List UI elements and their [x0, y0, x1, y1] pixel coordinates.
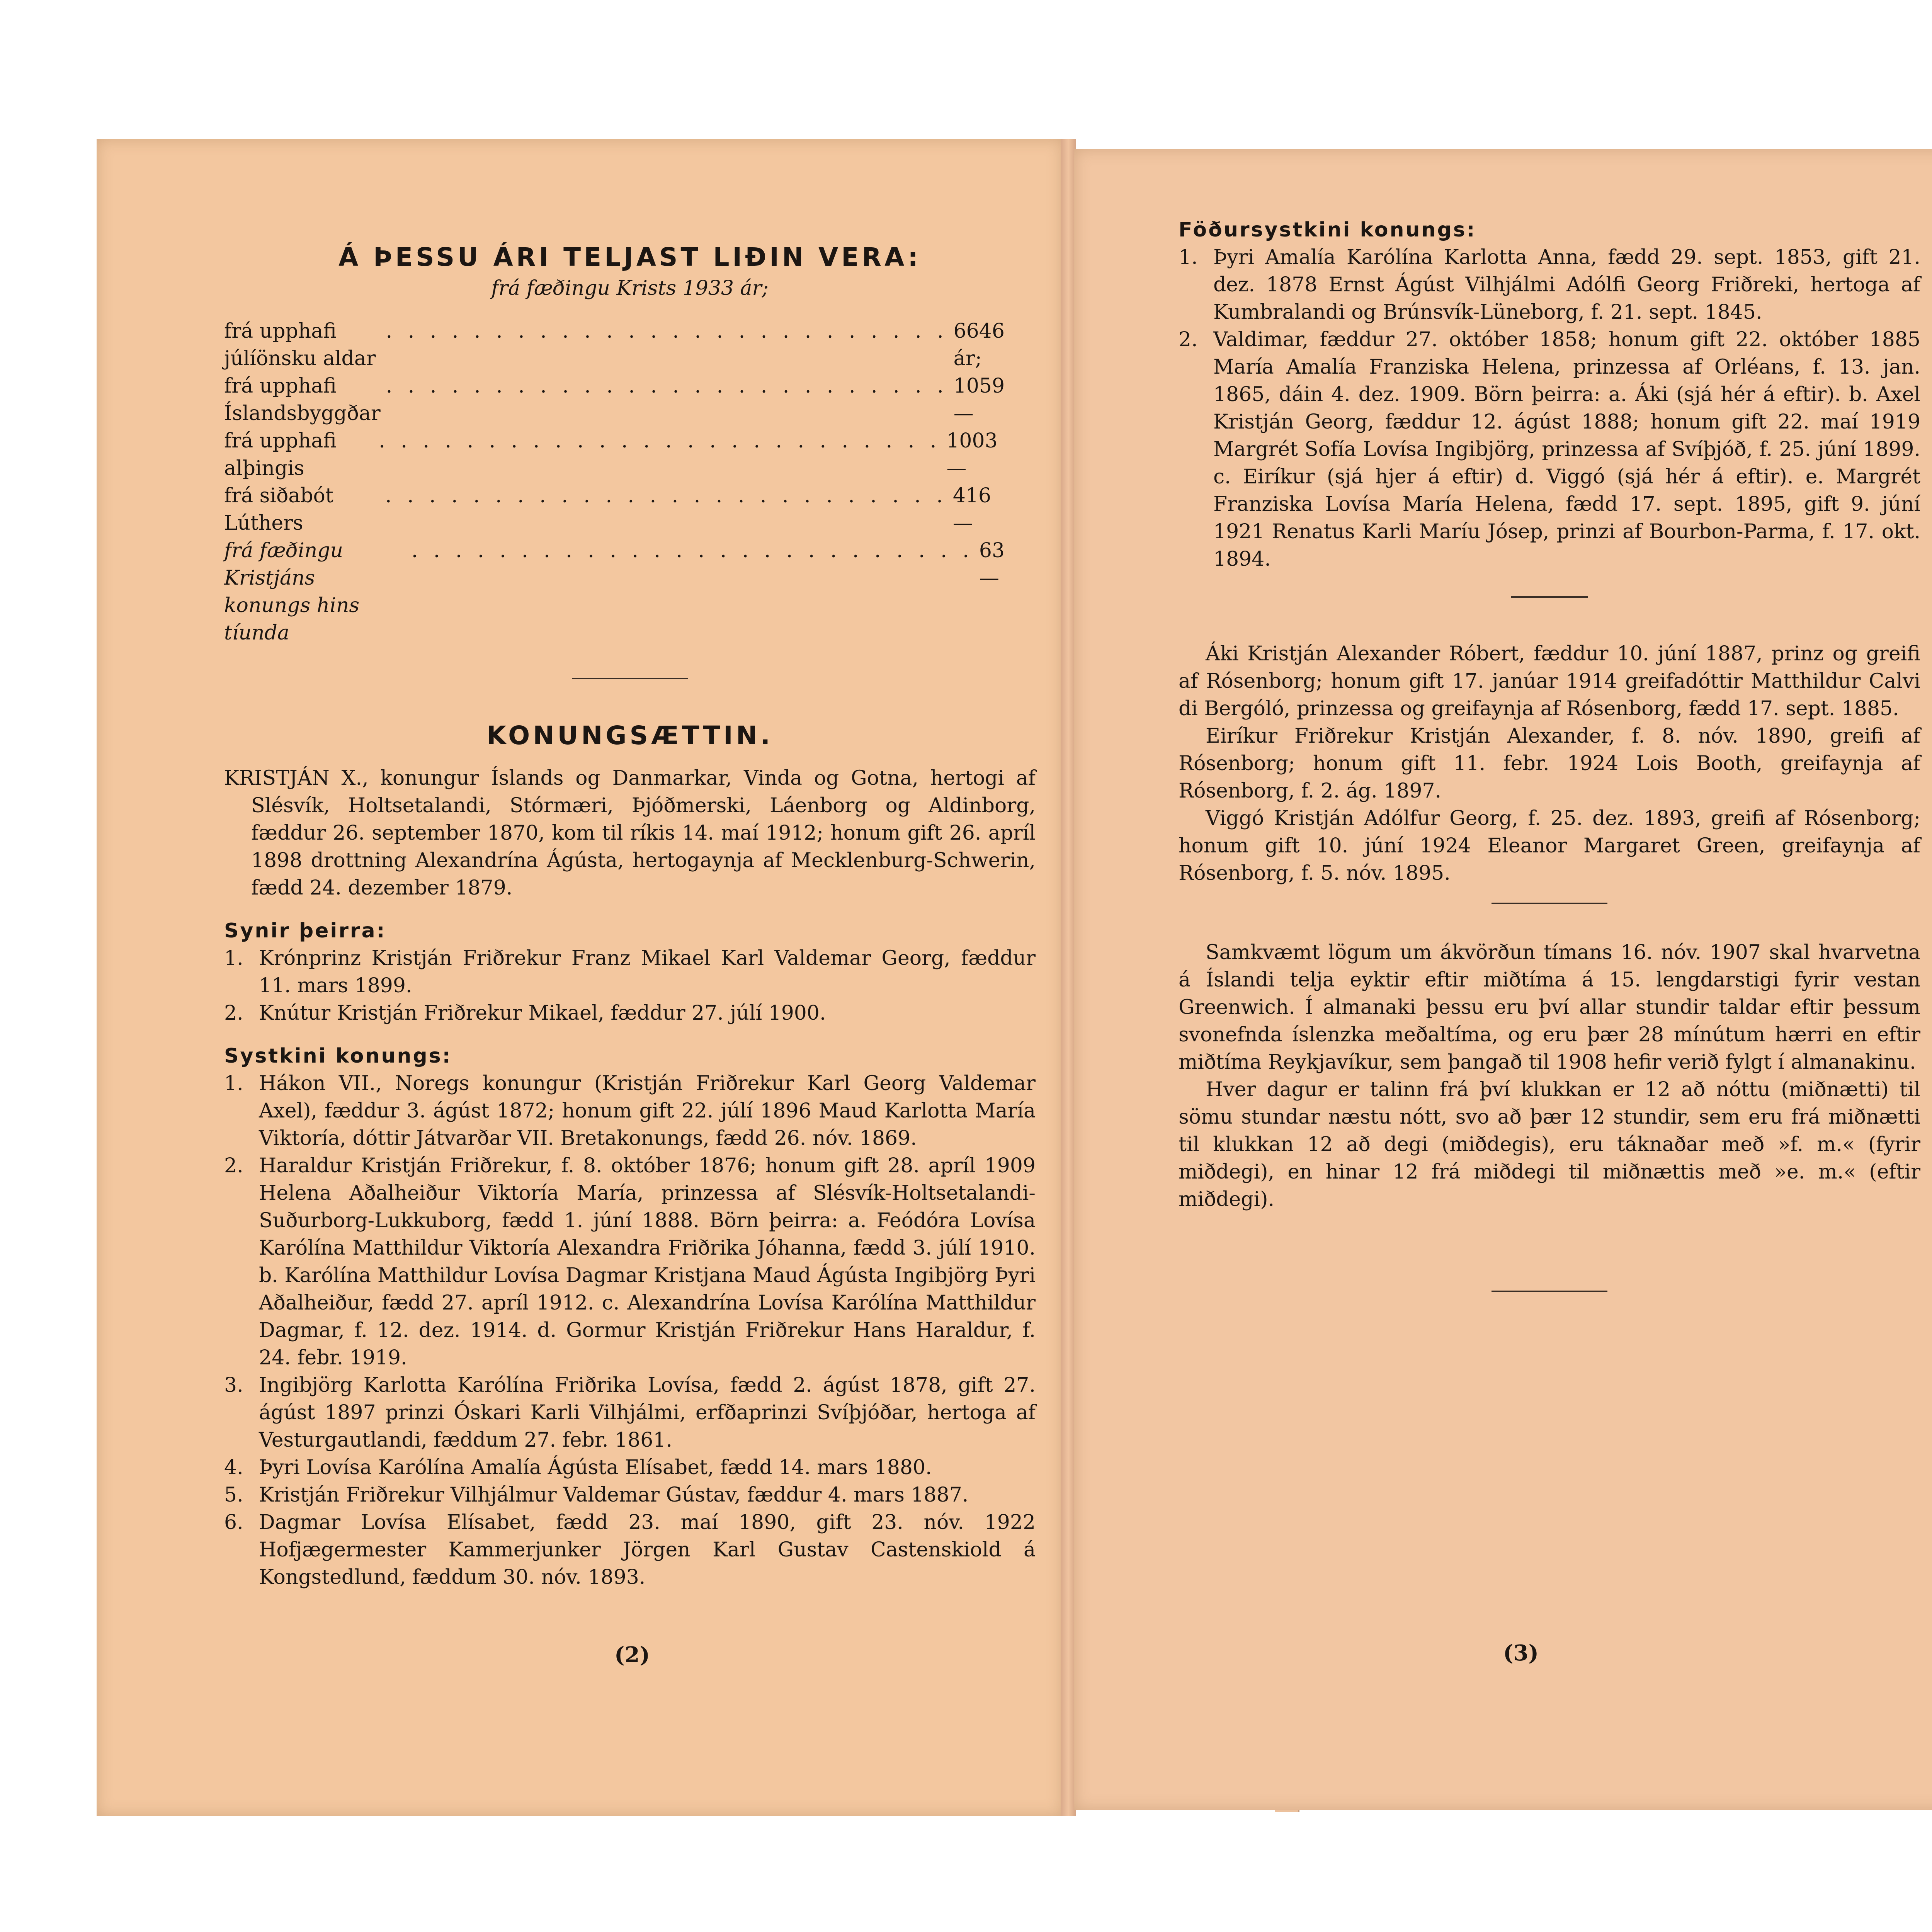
list-item: 2. Knútur Kristján Friðrekur Mikael, fæddur 27. júlí 1900.	[224, 1002, 826, 1025]
divider	[1511, 596, 1588, 598]
list-item: 3. Ingibjörg Karlotta Karólína Friðrika Lovísa, fædd 2. ágúst 1878, gift 27. ágúst 1897 prinzi Óskari Karli Vilhjálmi, erfðaprinzi Svíþjóðar, hertoga af Vesturgautlandi, fæddum 27. febr. 1861.	[224, 1374, 1036, 1452]
era-row-label: frá upphafi júlíönsku aldar	[224, 320, 376, 370]
era-row-value: 1003 —	[946, 429, 998, 480]
page-number: (3)	[1503, 1640, 1539, 1666]
era-row-value: 6646 ár;	[953, 320, 1005, 370]
divider	[1492, 903, 1607, 904]
right-page-content	[1179, 216, 1920, 1292]
era-title: Á ÞESSU ÁRI TELJAST LIÐIN VERA:	[338, 242, 921, 272]
era-subtitle: frá fæðingu Krists 1933 ár;	[491, 277, 769, 300]
era-row: frá fæðingu Kristjáns konungs hins tíunda . . . . . . . . . . . . . . . . . . . . . . . . . . 63 —	[224, 537, 1005, 647]
era-row-label: frá upphafi alþingis	[224, 429, 337, 480]
aunts-heading: Föðursystkini konungs:	[1179, 218, 1476, 242]
list-item: 1. Krónprinz Kristján Friðrekur Franz Mikael Karl Valdemar Georg, fæddur 11. mars 1899.	[224, 947, 1036, 997]
sons-heading: Synir þeirra:	[224, 919, 386, 942]
time-paragraph: Hver dagur er talinn frá því klukkan er 12 að nóttu (miðnætti) til sömu stundar næstu nótt, svo að þær 12 stundir, sem eru frá miðnætti til klukkan 12 að degi (miðdegis), eru táknaðar með »f. m.« (fyrir miðdegi), en hinar 12 frá miðdegi til miðnættis með »e. m.« (eftir miðdegi).	[1179, 1078, 1920, 1211]
list-item: 1. Þyri Amalía Karólína Karlotta Anna, fædd 29. sept. 1853, gift 21. dez. 1878 Ernst Ágúst Vilhjálmi Adólfi Georg Friðreki, hertoga af Kumbralandi og Brúnsvík-Lüneborg, f. 21. sept. 1845.	[1179, 246, 1920, 324]
list-item: 4. Þyri Lovísa Karólína Amalía Ágústa Elísabet, fædd 14. mars 1880.	[224, 1456, 932, 1479]
era-row: frá upphafi alþingis . . . . . . . . . . . . . . . . . . . . . . . . . . 1003 —	[224, 427, 1005, 482]
kin-title: KONUNGSÆTTIN.	[486, 721, 774, 750]
divider	[572, 678, 688, 679]
era-row-value: 63 —	[979, 539, 1005, 590]
era-row-label: frá siðabót Lúthers	[224, 484, 333, 535]
king-paragraph: KRISTJÁN X., konungur Íslands og Danmarkar, Vinda og Gotna, hertogi af Slésvík, Holtsetalandi, Stórmæri, Þjóðmerski, Láenborg og Aldinborg, fæddur 26. september 1870, kom til ríkis 14. maí 1912; honum gift 26. apríl 1898 drottning Alexandrína Ágústa, hertogaynja af Mecklenburg-Schwerin, fædd 24. dezember 1879.	[224, 767, 1036, 900]
page-number: (2)	[614, 1642, 650, 1668]
time-paragraph: Samkvæmt lögum um ákvörðun tímans 16. nóv. 1907 skal hvarvetna á Íslandi telja eyktir eftir miðtíma á 15. lengdarstigi fyrir vestan Greenwich. Í almanaki þessu eru því allar stundir taldar eftir þessum svonefnda íslenzka meðaltíma, og eru þær 28 mínútum hærri en eftir miðtíma Reykjavíkur, sem þangað til 1908 hefir verið fylgt í almanakinu.	[1179, 941, 1920, 1074]
era-row: frá upphafi júlíönsku aldar . . . . . . . . . . . . . . . . . . . . . . . . . . 6646 ár;	[224, 318, 1005, 372]
cousin-paragraph: Viggó Kristján Adólfur Georg, f. 25. dez. 1893, greifi af Rósenborg; honum gift 10. júní 1924 Eleanor Margaret Green, greifaynja af Rósenborg, f. 5. nóv. 1895.	[1179, 807, 1920, 885]
list-item: 1. Hákon VII., Noregs konungur (Kristján Friðrekur Karl Georg Valdemar Axel), fæddur 3. ágúst 1872; honum gift 22. júlí 1896 Maud Karlotta María Viktoría, dóttir Játvarðar VII. Bretakonungs, fædd 26. nóv. 1869.	[224, 1072, 1036, 1150]
era-table	[224, 318, 1005, 647]
left-page-content	[224, 243, 1036, 1591]
era-row-value: 1059 —	[953, 374, 1005, 425]
list-item: 6. Dagmar Lovísa Elísabet, fædd 23. maí 1890, gift 23. nóv. 1922 Hofjægermester Kammerjunker Jörgen Karl Gustav Castenskiold á Kongstedlund, fæddum 30. nóv. 1893.	[224, 1511, 1036, 1589]
book-gutter	[1061, 139, 1076, 1816]
era-row: frá siðabót Lúthers . . . . . . . . . . . . . . . . . . . . . . . . . . 416 —	[224, 482, 1005, 537]
era-row: frá upphafi Íslandsbyggðar . . . . . . . . . . . . . . . . . . . . . . . . . . 1059 —	[224, 372, 1005, 427]
list-item: 2. Haraldur Kristján Friðrekur, f. 8. október 1876; honum gift 28. apríl 1909 Helena Aðalheiður Viktoría María, prinzessa af Slésvík-Holtsetalandi-Suðurborg-Lukkuborg, fædd 1. júní 1888. Börn þeirra: a. Feódóra Lovísa Karólína Matthildur Viktoría Alexandra Friðrika Jóhanna, fædd 3. júlí 1910. b. Karólína Matthildur Lovísa Dagmar Kristjana Maud Ágústa Ingibjörg Þyri Aðalheiður, fædd 27. apríl 1912. c. Alexandrína Lovísa Karólína Matthildur Dagmar, f. 12. dez. 1914. d. Gormur Kristján Friðrekur Hans Haraldur, f. 24. febr. 1919.	[224, 1154, 1036, 1369]
era-row-value: 416 —	[952, 484, 992, 535]
list-item: 2. Valdimar, fæddur 27. október 1858; honum gift 22. október 1885 María Amalía Franziska Helena, prinzessa af Orléans, f. 13. jan. 1865, dáin 4. dez. 1909. Börn þeirra: a. Áki (sjá hér á eftir). b. Axel Kristján Georg, fæddur 12. ágúst 1888; honum gift 22. maí 1919 Margrét Sofía Lovísa Ingibjörg, prinzessa af Svíþjóð, f. 25. júní 1899. c. Eiríkur (sjá hjer á eftir) d. Viggó (sjá hér á eftir). e. Margrét Franziska Lovísa María Helena, fædd 17. sept. 1895, gift 9. júní 1921 Renatus Karli Maríu Jósep, prinzi af Bourbon-Parma, f. 17. okt. 1894.	[1179, 328, 1920, 571]
era-row-label: frá fæðingu Kristjáns konungs hins tíunda	[224, 539, 360, 645]
cousin-paragraph: Áki Kristján Alexander Róbert, fæddur 10. júní 1887, prinz og greifi af Rósenborg; honum gift 17. janúar 1914 greifadóttir Matthildur Calvi di Bergóló, prinzessa og greifaynja af Rósenborg, fædd 17. sept. 1885.	[1179, 642, 1920, 720]
siblings-heading: Systkini konungs:	[224, 1044, 452, 1068]
list-item: 5. Kristján Friðrekur Vilhjálmur Valdemar Gústav, fæddur 4. mars 1887.	[224, 1483, 969, 1507]
divider	[1492, 1291, 1607, 1292]
era-row-label: frá upphafi Íslandsbyggðar	[224, 374, 381, 425]
cousin-paragraph: Eiríkur Friðrekur Kristján Alexander, f. 8. nóv. 1890, greifi af Rósenborg; honum gift 11. febr. 1924 Lois Booth, greifaynja af Rósenborg, f. 2. ág. 1897.	[1179, 724, 1920, 803]
